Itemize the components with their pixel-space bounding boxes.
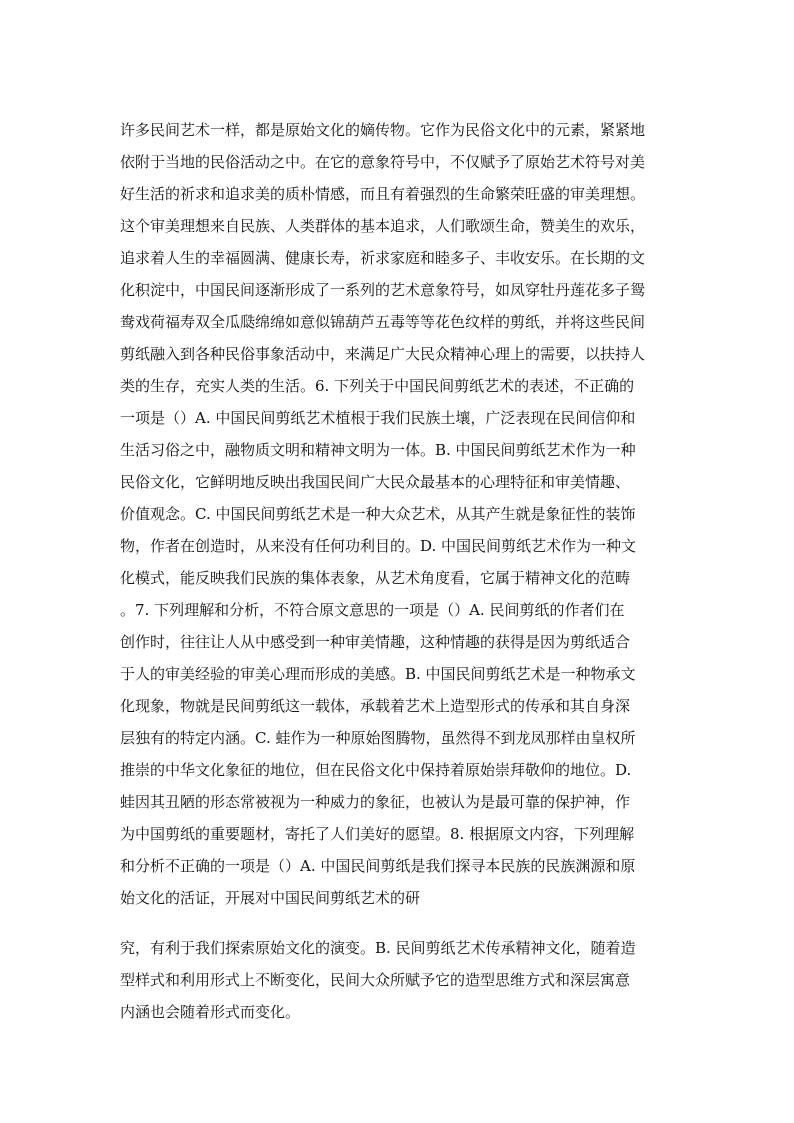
- text-line-10: 一项是（）A. 中国民间剪纸艺术植根于我们民族土壤，广泛表现在民间信仰和: [120, 409, 636, 427]
- text-line-17: 创作时，往往让人从中感受到一种审美情趣，这种情趣的获得是因为剪纸适合: [120, 633, 631, 651]
- text-line-6: 化积淀中，中国民间逐渐形成了一系列的艺术意象符号，如凤穿牡丹莲花多子鸳: [120, 281, 646, 299]
- text-line-7: 鸯戏荷福寿双全瓜瓞绵绵如意似锦葫芦五毒等等花色纹样的剪纸，并将这些民间: [120, 313, 646, 331]
- text-line-11: 生活习俗之中，融物质文明和精神文明为一体。B. 中国民间剪纸艺术作为一种: [120, 441, 636, 459]
- text-line-12: 民俗文化，它鲜明地反映出我国民间广大民众最基本的心理特征和审美情趣、: [120, 473, 631, 491]
- text-line-24: 和分析不正确的一项是（）A. 中国民间剪纸是我们探寻本民族的民族渊源和原: [120, 857, 636, 875]
- text-line-9: 类的生存，充实人类的生活。6. 下列关于中国民间剪纸艺术的表述，不正确的: [120, 377, 635, 395]
- text-line-14: 物，作者在创造时，从来没有任何功利目的。D. 中国民间剪纸艺术作为一种文: [120, 537, 637, 555]
- text-line-3: 好生活的祈求和追求美的质朴情感，而且有着强烈的生命繁荣旺盛的审美理想。: [120, 185, 646, 203]
- text-line-2: 依附于当地的民俗活动之中。在它的意象符号中，不仅赋予了原始艺术符号对美: [120, 153, 646, 171]
- text-line-4: 这个审美理想来自民族、人类群体的基本追求，人们歌颂生命，赞美生的欢乐，: [120, 217, 646, 235]
- text-line-18: 于人的审美经验的审美心理而形成的美感。B. 中国民间剪纸艺术是一种物承文: [120, 665, 636, 683]
- text-line-20: 层独有的特定内涵。C. 蛙作为一种原始图腾物，虽然得不到龙凤那样由皇权所: [120, 729, 636, 747]
- text-line-22: 蛙因其丑陋的形态常被视为一种威力的象征，也被认为是最可靠的保护神，作: [120, 793, 631, 811]
- text-line-28: 内涵也会随着形式而变化。: [120, 1003, 301, 1021]
- text-line-5: 追求着人生的幸福圆满、健康长寿，祈求家庭和睦多子、丰收安乐。在长期的文: [120, 249, 646, 267]
- text-line-13: 价值观念。C. 中国民间剪纸艺术是一种大众艺术，从其产生就是象征性的装饰: [120, 505, 636, 523]
- text-line-15: 化模式，能反映我们民族的集体表象，从艺术角度看，它属于精神文化的范畴: [120, 569, 631, 587]
- text-line-27: 型样式和利用形式上不断变化，民间大众所赋予它的造型思维方式和深层寓意: [120, 971, 631, 989]
- text-line-21: 推崇的中华文化象征的地位，但在民俗文化中保持着原始崇拜敬仰的地位。D.: [120, 761, 632, 779]
- text-line-1: 许多民间艺术一样，都是原始文化的嫡传物。它作为民俗文化中的元素，紧紧地: [120, 121, 646, 139]
- text-line-16: 。7. 下列理解和分析，不符合原文意思的一项是（）A. 民间剪纸的作者们在: [120, 601, 625, 619]
- text-line-25: 始文化的活证，开展对中国民间剪纸艺术的研: [120, 889, 421, 907]
- text-line-23: 为中国剪纸的重要题材，寄托了人们美好的愿望。8. 根据原文内容，下列理解: [120, 825, 635, 843]
- text-line-19: 化现象，物就是民间剪纸这一载体，承载着艺术上造型形式的传承和其自身深: [120, 697, 631, 715]
- text-line-26: 究，有利于我们探索原始文化的演变。B. 民间剪纸艺术传承精神文化，随着造: [120, 939, 636, 957]
- text-line-8: 剪纸融入到各种民俗事象活动中，来满足广大民众精神心理上的需要，以扶持人: [120, 345, 646, 363]
